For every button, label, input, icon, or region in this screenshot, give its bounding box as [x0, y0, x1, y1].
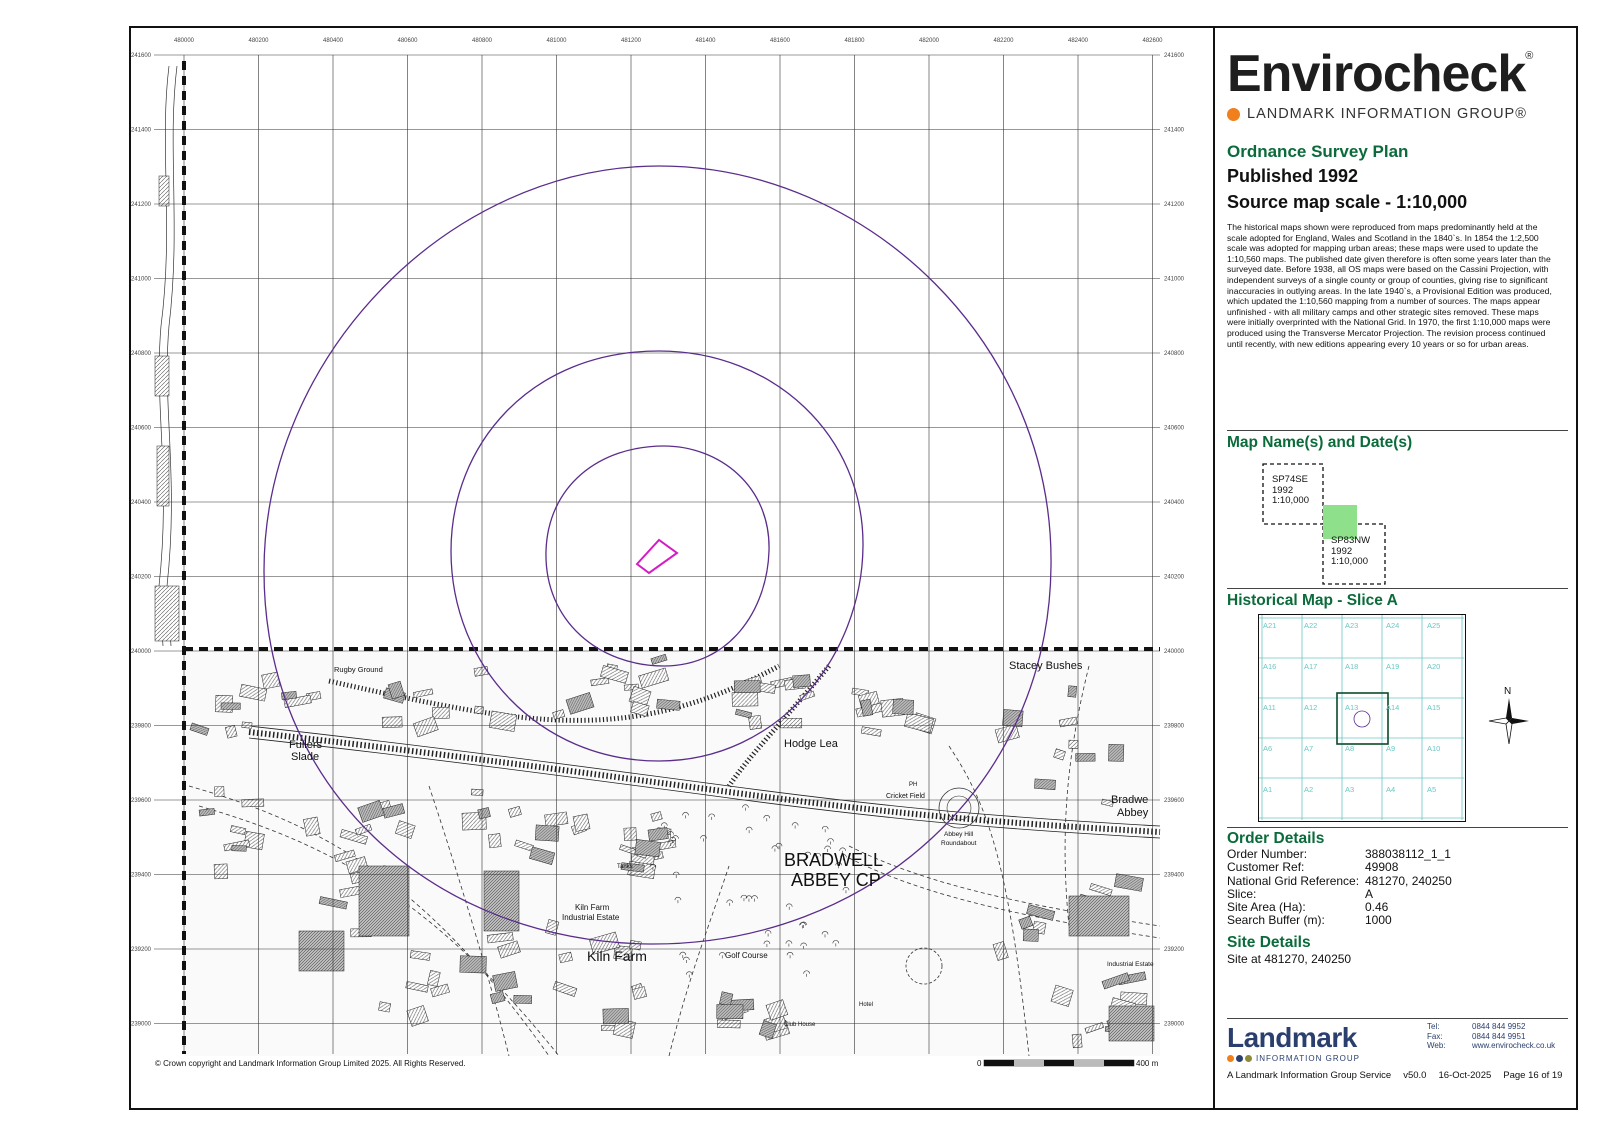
map-area[interactable] [129, 26, 1213, 1110]
top-tick-label: 480800 [472, 38, 493, 44]
slice-cell-label: A15 [1427, 703, 1441, 712]
label-kilnfarm-est2: Industrial Estate [562, 913, 620, 922]
right-axis-ticks [1164, 53, 1185, 1028]
divider [1227, 588, 1568, 589]
sheet1-scale: 1:10,000 [1272, 495, 1309, 506]
label-kilnfarm: Kiln Farm [587, 948, 647, 964]
label-industrial: Industrial Estate [1107, 961, 1154, 968]
scale-end: 400 m [1136, 1059, 1159, 1068]
slice-cell-label: A2 [1304, 785, 1314, 794]
copyright: © Crown copyright and Landmark Information Group Limited 2025. All Rights Reserved. [155, 1059, 466, 1068]
tagline: LANDMARK INFORMATION GROUP® [1227, 106, 1527, 122]
label-stacey: Stacey Bushes [1009, 660, 1083, 672]
slice-cell-label: A17 [1304, 662, 1318, 671]
left-tick-label: 240200 [131, 574, 152, 581]
left-tick-label: 241600 [131, 53, 152, 59]
right-tick-label: 240000 [1164, 649, 1185, 655]
top-tick-label: 482600 [1142, 38, 1163, 44]
slice-cell-label: A4 [1386, 785, 1396, 794]
top-tick-label: 480400 [323, 38, 344, 44]
footer [1227, 1070, 1562, 1081]
map-detail [154, 61, 1160, 1056]
footer-page: Page 16 of 19 [1503, 1070, 1563, 1081]
order-heading: Order Details [1227, 830, 1325, 847]
sheet2-scale: 1:10,000 [1331, 556, 1368, 567]
left-tick-label: 240400 [131, 500, 152, 506]
left-tick-label: 240800 [131, 351, 152, 357]
top-tick-label: 482000 [919, 38, 940, 44]
landmark-logo: Landmark INFORMATION GROUP [1227, 1022, 1360, 1063]
right-tick-label: 240400 [1164, 500, 1185, 506]
label-slade: Slade [291, 751, 320, 763]
published: Published 1992 [1227, 166, 1359, 186]
label-golf: Golf Course [725, 951, 768, 960]
divider [1227, 1018, 1568, 1019]
right-tick-label: 239400 [1164, 872, 1185, 879]
top-tick-label: 480200 [248, 38, 269, 44]
envirocheck-logo: Envirocheck® [1227, 45, 1533, 103]
footer-version: v50.0 [1403, 1070, 1427, 1081]
label-roundabout: Roundabout [941, 840, 977, 847]
order-row: Order Number: 388038112_1_1 [1227, 847, 1451, 861]
divider [1227, 827, 1568, 828]
footer-date: 16-Oct-2025 [1438, 1070, 1492, 1081]
label-bradwell: BRADWELL [784, 850, 884, 870]
slice-cell-label: A21 [1263, 621, 1277, 630]
right-tick-label: 240800 [1164, 351, 1185, 357]
site-heading: Site Details [1227, 934, 1311, 951]
site-boundary[interactable] [637, 540, 677, 573]
right-tick-label: 241600 [1164, 53, 1185, 59]
slice-cell-label: A9 [1386, 744, 1396, 753]
site-highlight [1323, 505, 1357, 539]
top-tick-label: 481000 [546, 38, 567, 44]
footer-service: A Landmark Information Group Service [1227, 1070, 1392, 1081]
slice-grid [1258, 614, 1466, 822]
label-cricket: Cricket Field [886, 793, 925, 800]
slice-cell-label: A7 [1304, 744, 1314, 753]
right-tick-label: 240200 [1164, 574, 1185, 581]
contact-details: Tel: 0844 844 9952 Fax: 0844 844 9951 Web: www.envirocheck.co.uk [1427, 1022, 1556, 1050]
order-row: Search Buffer (m): 1000 [1227, 913, 1392, 928]
left-tick-label: 239400 [131, 872, 152, 879]
slice-cell-label: A13 [1345, 703, 1359, 712]
top-tick-label: 480000 [174, 38, 195, 44]
left-tick-label: 241400 [131, 127, 152, 134]
slice-cell-label: A5 [1427, 785, 1437, 794]
slice-cell-label: A6 [1263, 744, 1273, 753]
page-title: Ordnance Survey Plan [1227, 142, 1409, 161]
sheet1-year: 1992 [1272, 484, 1294, 496]
site-details: Site at 481270, 240250 [1227, 952, 1352, 966]
left-axis-ticks [131, 53, 152, 1028]
order-details [1227, 848, 1452, 928]
left-tick-label: 239000 [131, 1021, 152, 1028]
label-rugby: Rugby Ground [334, 665, 383, 674]
right-tick-label: 239800 [1164, 723, 1185, 730]
left-tick-label: 240000 [131, 649, 152, 655]
label-kilnfarm-est1: Kiln Farm [575, 903, 610, 912]
slice-cell-label: A19 [1386, 662, 1400, 671]
order-row: National Grid Reference: 481270, 240250 [1227, 873, 1452, 888]
right-tick-label: 239200 [1164, 947, 1185, 953]
label-abbeycp: ABBEY CP [791, 870, 881, 890]
slice-cell-label: A8 [1345, 744, 1355, 753]
slice-cell-label: A14 [1386, 703, 1400, 712]
buffer-250m [546, 446, 769, 666]
slice-cell-label: A12 [1304, 703, 1318, 712]
left-tick-label: 241000 [131, 276, 152, 283]
slice-cell-label: A24 [1386, 621, 1400, 630]
order-row: Site Area (Ha): 0.46 [1227, 900, 1389, 915]
left-tick-label: 239800 [131, 723, 152, 730]
scale-bar [984, 1060, 1134, 1066]
left-tick-label: 239600 [131, 798, 152, 804]
web-link[interactable]: www.envirocheck.co.uk [1472, 1041, 1556, 1050]
label-tanks: Tanks [617, 864, 633, 870]
right-tick-label: 239000 [1164, 1021, 1185, 1028]
top-tick-label: 481800 [844, 38, 865, 44]
right-tick-label: 239600 [1164, 798, 1185, 804]
label-bradw: Bradwe [1111, 794, 1149, 806]
label-ph: PH [909, 782, 918, 788]
slice-cell-label: A10 [1427, 744, 1441, 753]
slice-cell-label: A16 [1263, 662, 1277, 671]
right-tick-label: 240600 [1164, 425, 1185, 432]
left-tick-label: 239200 [131, 947, 152, 953]
compass-icon [1487, 696, 1531, 746]
sheet1-name: SP74SE [1272, 474, 1308, 485]
top-tick-label: 481400 [695, 38, 716, 44]
left-tick-label: 240600 [131, 425, 152, 432]
top-tick-label: 482400 [1068, 38, 1089, 44]
slice-cell-label: A3 [1345, 785, 1355, 794]
top-tick-label: 481600 [770, 38, 791, 44]
label-clubhouse: Club House [784, 1022, 816, 1028]
label-abbey: Abbey [1117, 807, 1149, 819]
slice-heading: Historical Map - Slice A [1227, 592, 1398, 609]
top-axis-ticks [174, 38, 1163, 44]
slice-cell-label: A22 [1304, 621, 1318, 630]
right-tick-label: 241200 [1164, 202, 1185, 208]
sheet2-year: 1992 [1331, 545, 1353, 557]
right-tick-label: 241400 [1164, 127, 1185, 134]
slice-cell-label: A1 [1263, 785, 1273, 794]
right-tick-label: 241000 [1164, 276, 1185, 283]
left-tick-label: 241200 [131, 202, 152, 208]
north-arrow [1487, 686, 1531, 746]
top-tick-label: 480600 [397, 38, 418, 44]
label-fullers: Fullers [289, 739, 323, 751]
map-names-heading: Map Name(s) and Date(s) [1227, 434, 1413, 451]
label-hodge: Hodge Lea [784, 738, 838, 750]
order-row: Slice: A [1227, 886, 1374, 901]
source-scale: Source map scale - 1:10,000 [1227, 192, 1468, 212]
map-canvas [129, 26, 1213, 1110]
top-tick-label: 482200 [993, 38, 1014, 44]
sheet2-name: SP83NW [1331, 535, 1371, 546]
order-row: Customer Ref: 49908 [1227, 860, 1399, 875]
slice-cell-label: A23 [1345, 621, 1359, 630]
label-abbeyhill: Abbey Hill [944, 831, 974, 838]
scale-start: 0 [977, 1059, 982, 1068]
slice-cell-label: A11 [1263, 703, 1276, 712]
label-hotel: Hotel [859, 1002, 874, 1008]
top-tick-label: 481200 [621, 38, 642, 44]
slice-cell-label: A18 [1345, 662, 1359, 671]
side-panel [1213, 26, 1578, 1110]
slice-cell-label: A25 [1427, 621, 1441, 630]
description: The historical maps shown were reproduced from maps predominantly held at the scale adopted for England, Wales and Scotland in the 1840`s. In 1854 the 1:2,500 scale was adopted for mapping urban areas; these maps were used to update the 1:10,560 maps. The published date given therefore is often some years later than the surveyed date. Before 1938, all OS maps were based on the Cassini Projection, with independent surveys of a single county or group of counties, giving rise to significant inaccuracies in outlying areas. In the late 1940`s, a Provisional Edition was produced, which updated the 1:10,560 mapping from a number of sources. The maps appear unfinished - with all military camps and other strategic sites removed. These maps were initially overprinted with the National Grid. In 1970, the first 1:10,000 maps were produced using the Transverse Mercator Projection. The revision process continued until recently, with new editions appearing every 10 years or so for urban areas. [1227, 222, 1552, 349]
north-label: N [1504, 686, 1512, 697]
slice-cell-label: A20 [1427, 662, 1441, 671]
